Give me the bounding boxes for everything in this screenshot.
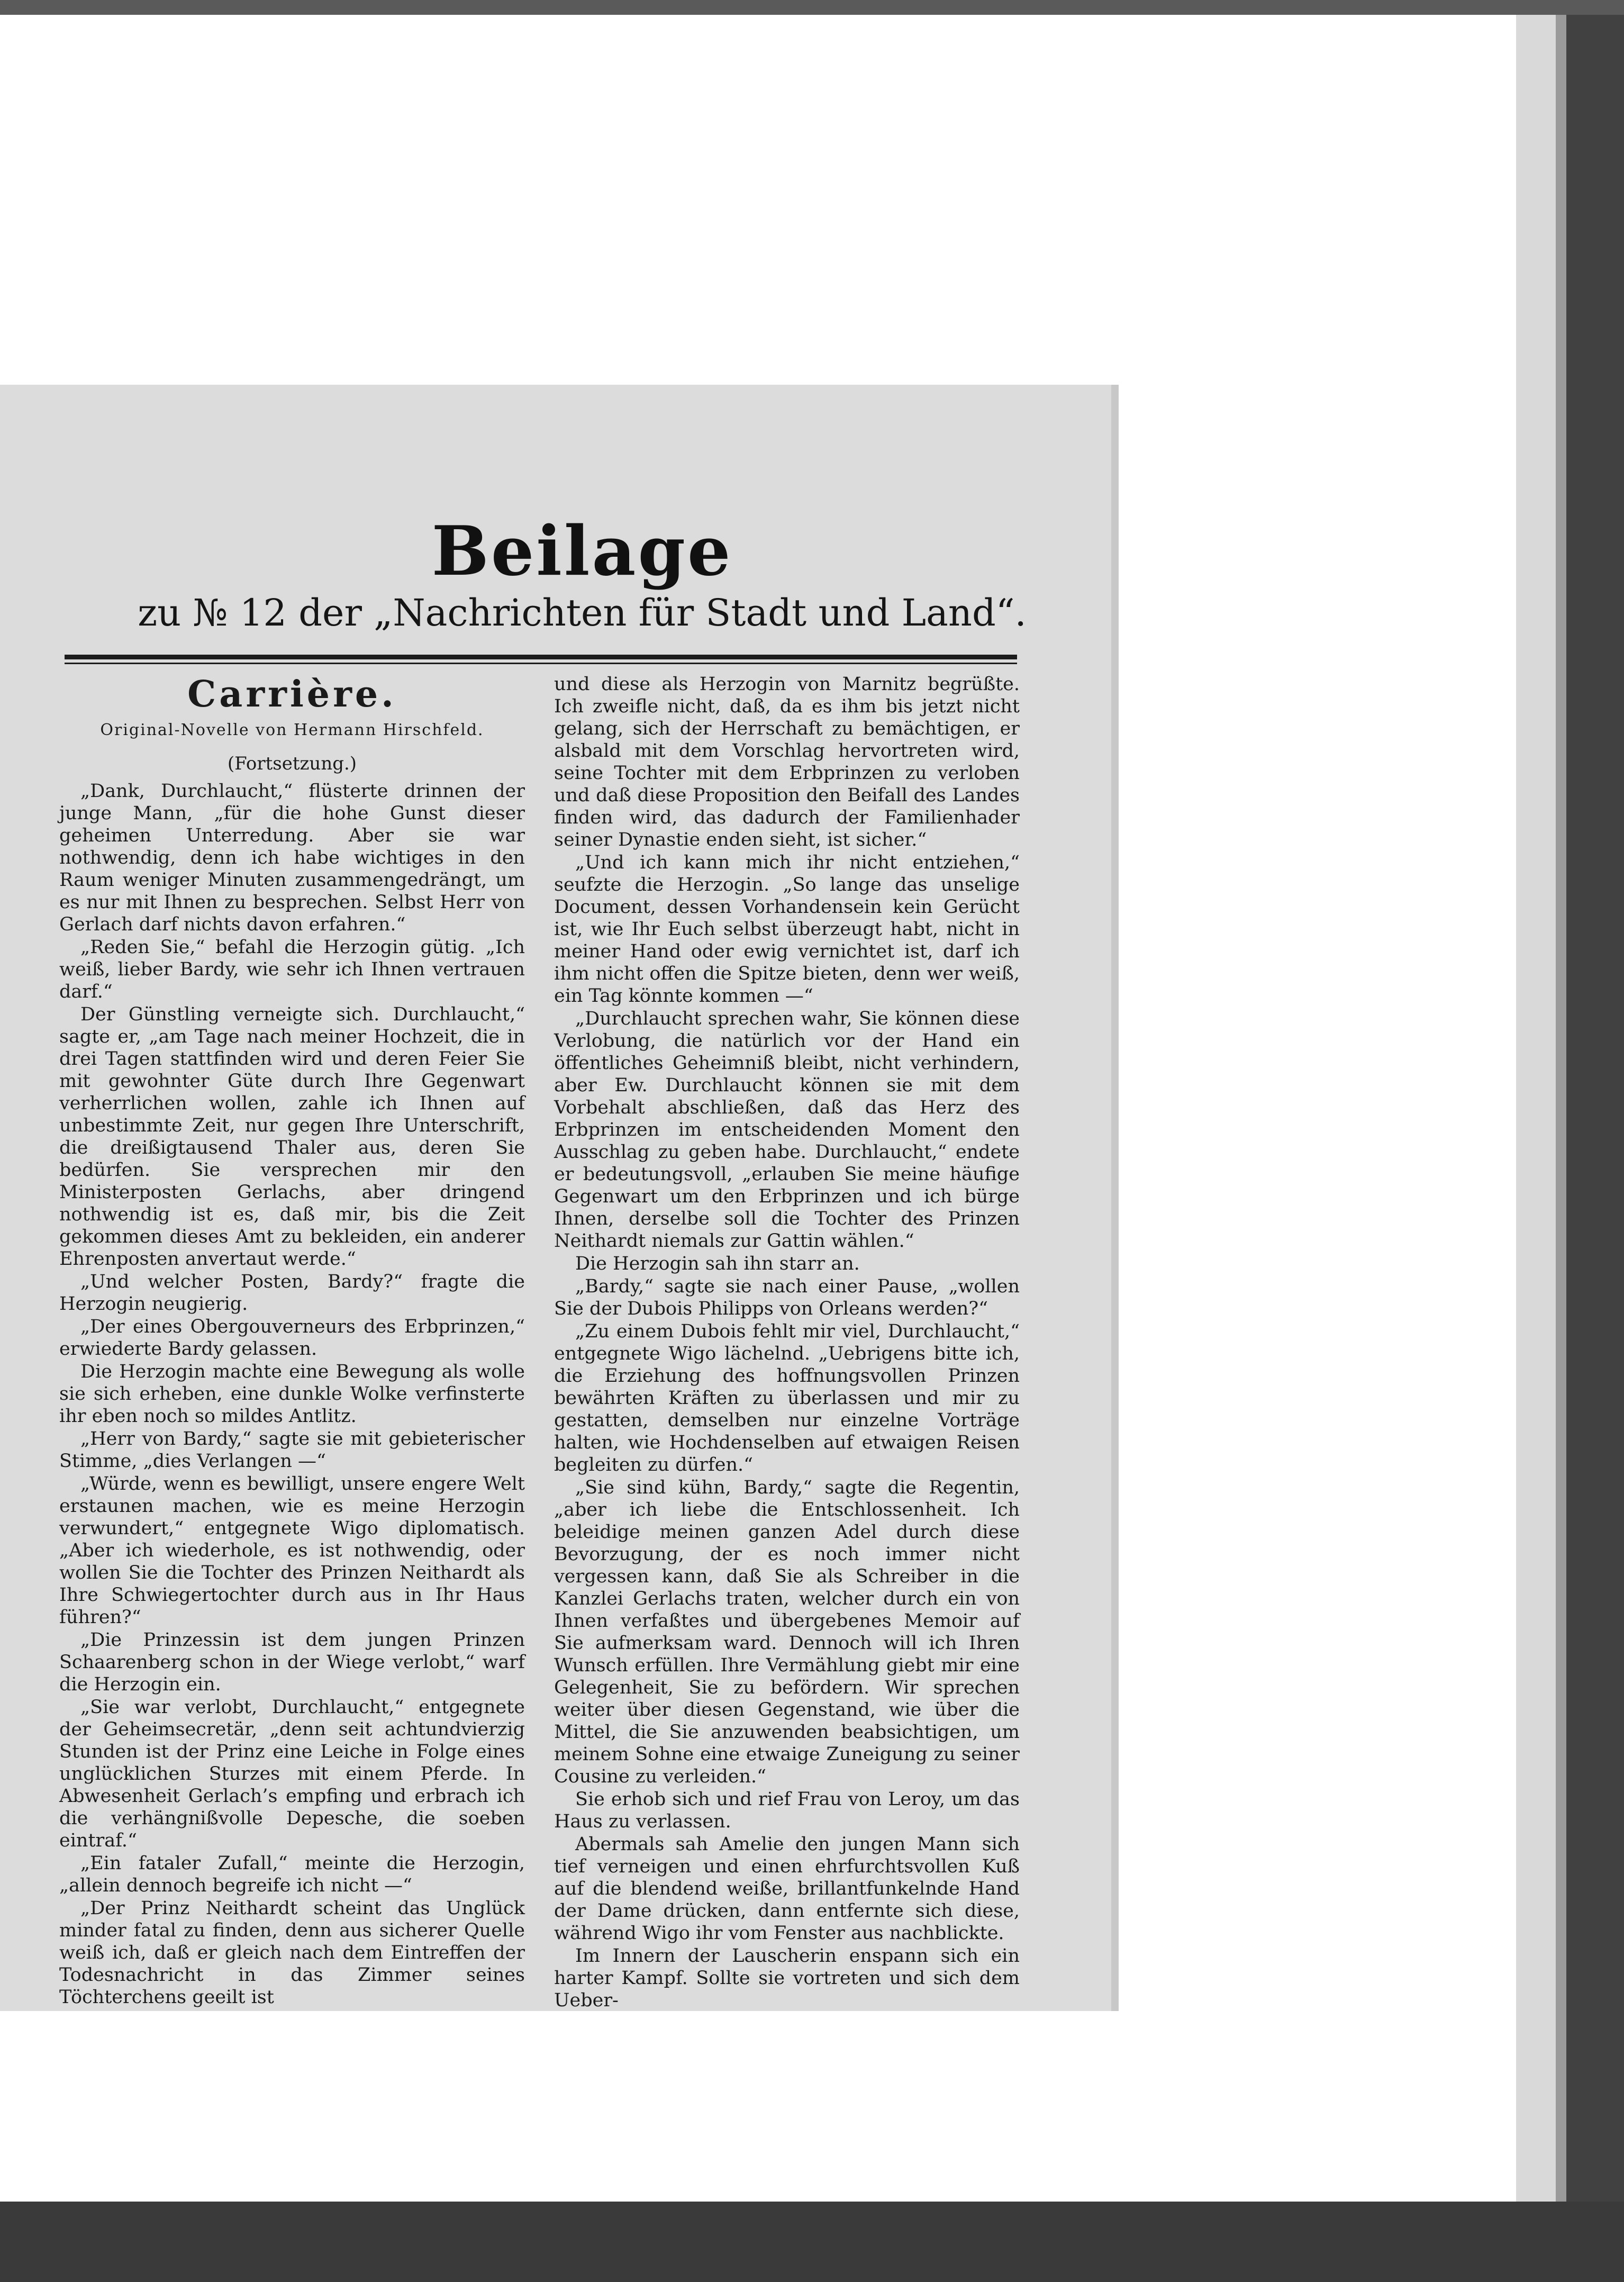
paragraph: „Und ich kann mich ihr nicht entziehen,“ seufzte die Herzogin. „So lange das unselige Document, dessen Vorhandensein kein Gerücht ist, wie Ihr Euch selbst überzeugt habt, nicht in meiner Hand oder ewig vernichtet ist, darf ich ihm nicht offen die Spitze bieten, denn wer weiß, ein Tag könnte kommen —“ xyxy=(554,852,1020,1007)
paragraph: Sie erhob sich und rief Frau von Leroy, um das Haus zu verlassen. xyxy=(554,1789,1020,1832)
paragraph: Im Innern der Lauscherin enspann sich ein harter Kampf. Sollte sie vortreten und sich dem Ueber- xyxy=(554,1945,1020,2011)
paragraph: „Sie sind kühn, Bardy,“ sagte die Regentin, „aber ich liebe die Entschlossenheit. Ich beleidige meinen ganzen Adel durch diese Bevorzugung, der es noch immer nicht vergessen kann, daß Sie als Schreiber in die Kanzlei Gerlachs traten, welcher durch ein von Ihnen verfaßtes und übergebenes Memoir auf Sie aufmerksam ward. Dennoch will ich Ihren Wunsch erfüllen. Ihre Vermählung giebt mir eine Gelegenheit, Sie zu befördern. Wir sprechen weiter über diesen Gegenstand, wie über die Mittel, die Sie anzuwenden beabsichtigen, um meinem Sohne eine etwaige Zuneigung zu seiner Cousine zu verleiden.“ xyxy=(554,1477,1020,1787)
paragraph: „Dank, Durchlaucht,“ flüsterte drinnen der junge Mann, „für die hohe Gunst dieser geheimen Unterredung. Aber sie war nothwendig, denn ich habe wichtiges in den Raum weniger Minuten zusammengedrängt, um es nur mit Ihnen zu besprechen. Selbst Herr von Gerlach darf nichts davon erfahren.“ xyxy=(59,781,525,935)
paragraph: und diese als Herzogin von Marnitz begrüßte. Ich zweifle nicht, daß, da es ihm bis jetzt nicht gelang, sich der Herrschaft zu bemächtigen, er alsbald mit dem Vorschlag hervortreten wird, seine Tochter mit dem Erbprinzen zu verloben und daß diese Proposition den Beifall des Landes finden wird, das dadurch der Familienhader seiner Dynastie enden sieht, ist sicher.“ xyxy=(554,674,1020,850)
supplement-title: Beilage xyxy=(431,512,733,591)
paragraph: Abermals sah Amelie den jungen Mann sich tief verneigen und einen ehrfurchtsvollen Kuß auf die blendend weiße, brillantfunkelnde Hand der Dame drücken, dann entfernte sich diese, während Wigo ihr vom Fenster aus nachblickte. xyxy=(554,1834,1020,1944)
paragraph: „Würde, wenn es bewilligt, unsere engere Welt erstaunen machen, wie es meine Herzogin verwundert,“ entgegnete Wigo diplomatisch. „Aber ich wiederhole, es ist nothwendig, oder wollen Sie die Tochter des Prinzen Neithardt als Ihre Schwiegertochter durch aus in Ihr Haus führen?“ xyxy=(59,1473,525,1628)
scan-right-edge-shadow xyxy=(1556,15,1566,2202)
paragraph: „Der Prinz Neithardt scheint das Unglück minder fatal zu finden, denn aus sicherer Quelle weiß ich, daß er gleich nach dem Eintreffen der Todesnachricht in das Zimmer seines Töchterchens geeilt ist xyxy=(59,1898,525,2008)
scan-right-edge xyxy=(1516,15,1556,2202)
paragraph: „Durchlaucht sprechen wahr, Sie können diese Verlobung, die natürlich vor der Hand ein öffentliches Geheimniß bleibt, nicht verhindern, aber Ew. Durchlaucht können sie mit dem Vorbehalt abschließen, daß das Herz des Erbprinzen im entscheidenden Moment den Ausschlag zu geben habe. Durchlaucht,“ endete er bedeutungsvoll, „erlauben Sie meine häufige Gegenwart um den Erbprinzen und ich bürge Ihnen, derselbe soll die Tochter des Prinzen Neithardt niemals zur Gattin wählen.“ xyxy=(554,1008,1020,1252)
scan-top-border xyxy=(0,0,1624,15)
newspaper-clipping xyxy=(0,385,1118,2011)
paragraph: „Herr von Bardy,“ sagte sie mit gebieterischer Stimme, „dies Verlangen —“ xyxy=(59,1428,525,1472)
text-column-left xyxy=(59,673,525,2009)
clipping-edge-shadow xyxy=(1111,385,1119,2011)
continuation-note: (Fortsetzung.) xyxy=(227,753,357,774)
scan-bottom-border xyxy=(0,2202,1624,2282)
paragraph: „Sie war verlobt, Durchlaucht,“ entgegnete der Geheimsecretär, „denn seit achtundvierzig Stunden ist der Prinz eine Leiche in Folge eines unglücklichen Sturzes mit einem Pferde. In Abwesenheit Gerlach’s empfing und erbrach ich die verhängnißvolle Depesche, die soeben eintraf.“ xyxy=(59,1697,525,1851)
story-byline: Original-Novelle von Hermann Hirschfeld. xyxy=(100,721,484,739)
paragraph: „Zu einem Dubois fehlt mir viel, Durchlaucht,“ entgegnete Wigo lächelnd. „Uebrigens bitte ich, die Erziehung des hoffnungsvollen Prinzen bewährten Kräften zu überlassen und mir zu gestatten, demselben nur einzelne Vorträge halten, wie Hochdenselben auf etwaigen Reisen begleiten zu dürfen.“ xyxy=(554,1321,1020,1475)
paragraph: „Die Prinzessin ist dem jungen Prinzen Schaarenberg schon in der Wiege verlobt,“ warf die Herzogin ein. xyxy=(59,1629,525,1695)
story-title: Carrière. xyxy=(187,673,397,716)
header-rule-thick xyxy=(65,655,1017,659)
paragraph: „Ein fataler Zufall,“ meinte die Herzogin, „allein dennoch begreife ich nicht —“ xyxy=(59,1853,525,1896)
paragraph: „Reden Sie,“ befahl die Herzogin gütig. „Ich weiß, lieber Bardy, wie sehr ich Ihnen vertrauen darf.“ xyxy=(59,937,525,1002)
header-rule-thin xyxy=(65,663,1017,664)
paragraph: „Der eines Obergouverneurs des Erbprinzen,“ erwiederte Bardy gelassen. xyxy=(59,1316,525,1360)
paragraph: Die Herzogin sah ihn starr an. xyxy=(575,1253,860,1274)
text-column-right xyxy=(554,673,1020,2012)
paragraph: „Und welcher Posten, Bardy?“ fragte die Herzogin neugierig. xyxy=(59,1271,525,1315)
paragraph: Der Günstling verneigte sich. Durchlaucht,“ sagte er, „am Tage nach meiner Hochzeit, die in drei Tagen stattfinden wird und deren Feier Sie mit gewohnter Güte durch Ihre Gegenwart verherrlichen wollen, zahle ich Ihnen auf unbestimmte Zeit, nur gegen Ihre Unterschrift, die dreißigtausend Thaler aus, deren Sie bedürfen. Sie versprechen mir den Ministerposten Gerlachs, aber dringend nothwendig ist es, daß mir, bis die Zeit gekommen dieses Amt zu bekleiden, ein anderer Ehrenposten anvertaut werde.“ xyxy=(59,1004,525,1270)
supplement-subtitle: zu № 12 der „Nachrichten für Stadt und Land“. xyxy=(138,591,1027,635)
paragraph: Die Herzogin machte eine Bewegung als wolle sie sich erheben, eine dunkle Wolke verfinsterte ihr eben noch so mildes Antlitz. xyxy=(59,1361,525,1427)
paragraph: „Bardy,“ sagte sie nach einer Pause, „wollen Sie der Dubois Philipps von Orleans werden?“ xyxy=(554,1276,1020,1319)
